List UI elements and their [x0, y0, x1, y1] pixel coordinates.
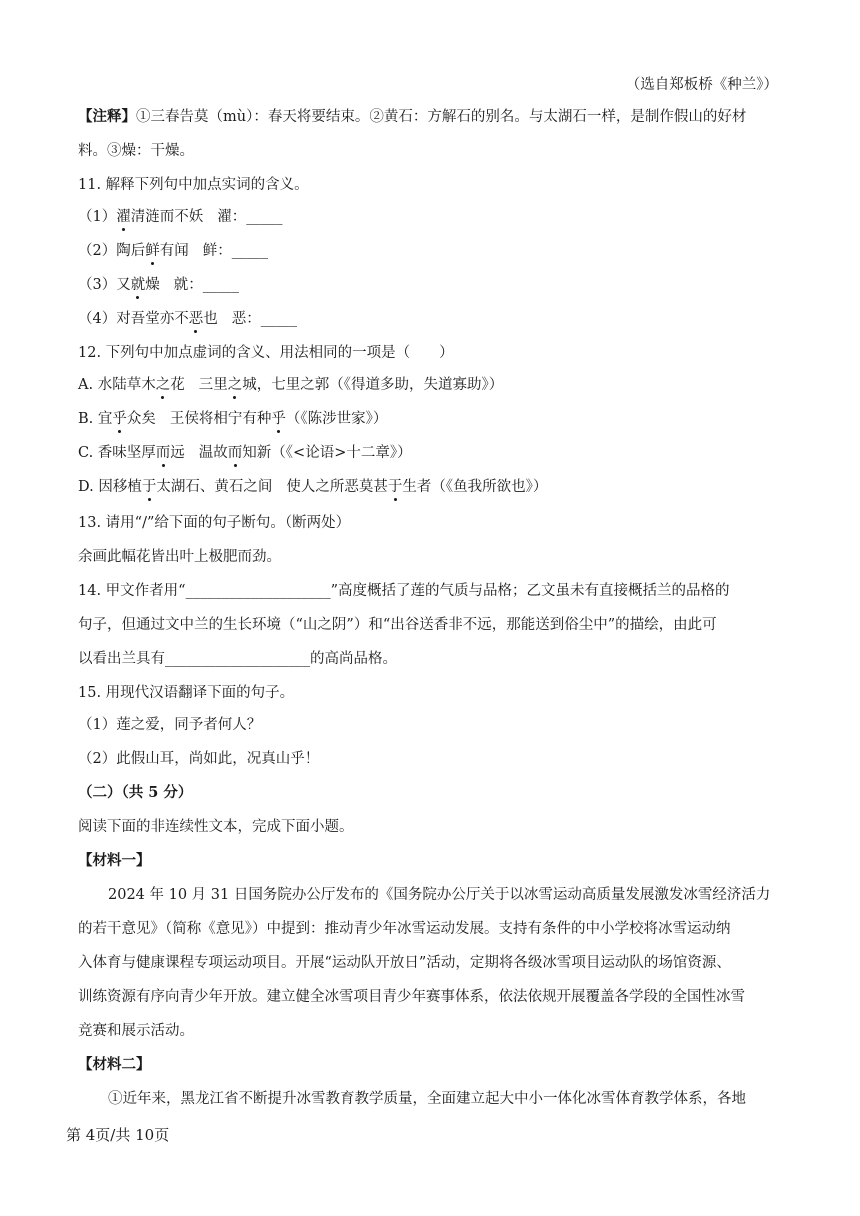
item-number: （1）	[78, 209, 117, 225]
question-12-option-c	[78, 442, 778, 464]
dotted-character: 恶	[189, 308, 204, 330]
question-11-item-2	[78, 240, 778, 262]
section-intro: 阅读下面的非连续性文本，完成下面小题。	[78, 819, 354, 835]
question-15-item-2: （2）此假山耳，尚如此，况真山乎！	[78, 751, 320, 767]
dotted-character: 就	[131, 274, 146, 296]
option-text: 宜	[97, 411, 113, 427]
question-12-option-d	[78, 476, 778, 498]
question-14-line-2: 句子，但通过文中兰的生长环境（“山之阴”）和“出谷送香非不远，那能送到俗尘中”的描绘，由此可	[78, 617, 717, 633]
question-12-option-b	[78, 408, 778, 430]
question-12-option-a	[78, 374, 778, 396]
material-1-line-4: 训练资源有序向青少年开放。建立健全冰雪项目青少年赛事体系，依法依规开展覆盖各学段的全国性冰雪	[78, 989, 745, 1005]
option-text: 因移植	[98, 479, 142, 495]
answer-blank: 濯：_____	[217, 209, 283, 225]
material-2-label: 【材料二】	[78, 1056, 151, 1073]
question-13-stem: 13. 请用“/”给下面的句子断句。（断两处）	[78, 515, 351, 531]
dotted-character: 而	[228, 442, 243, 464]
answer-blank: 鲜：_____	[202, 243, 268, 259]
note-line-1	[78, 106, 778, 128]
item-text: 清涟而不妖	[130, 209, 204, 225]
option-text: 王侯将相宁有种	[169, 411, 272, 427]
item-number: （4）	[78, 311, 117, 327]
question-12-stem: 12. 下列句中加点虚词的含义、用法相同的一项是（ ）	[78, 345, 454, 361]
dotted-character: 于	[142, 476, 157, 498]
question-14-line-1: 14. 甲文作者用“____________________”高度概括了莲的气质与品格；乙文虽未有直接概括兰的品格的	[78, 583, 730, 599]
material-1-line-5: 竞赛和展示活动。	[78, 1023, 194, 1039]
question-11-item-1	[78, 206, 778, 228]
answer-blank: 就：_____	[173, 277, 239, 293]
option-text: 水陆草木	[97, 377, 156, 393]
option-letter: A.	[78, 377, 98, 393]
dotted-character: 之	[228, 374, 243, 396]
material-1-line-3: 入体育与健康课程专项运动项目。开展“运动队开放日”活动，定期将各级冰雪项目运动队的场馆资源、	[78, 955, 731, 971]
option-text: 生者（《鱼我所欲也》）	[402, 479, 548, 495]
dotted-character: 之	[156, 374, 171, 396]
item-text: 又	[116, 277, 131, 293]
dotted-character: 乎	[271, 408, 286, 430]
option-text: 温故	[198, 445, 228, 461]
material-2-line-1: ①近年来，黑龙江省不断提升冰雪教育教学质量，全面建立起大中小一体化冰雪体育教学体系，各地	[108, 1091, 746, 1107]
item-text: 燥	[145, 277, 160, 293]
material-1-line-1: 2024 年 10 月 31 日国务院办公厅发布的《国务院办公厅关于以冰雪运动高质量发展激发冰雪经济活力	[108, 887, 771, 903]
item-number: （2）	[78, 243, 117, 259]
material-1-line-2: 的若干意见》（简称《意见》）中提到：推动青少年冰雪运动发展。支持有条件的中小学校将冰雪运动纳	[78, 921, 731, 937]
option-text: 城，七里之郭（《得道多助，失道寡助》）	[242, 377, 504, 393]
dotted-character: 于	[388, 476, 403, 498]
item-text: 有闻	[159, 243, 189, 259]
dotted-character: 鲜	[145, 240, 160, 262]
option-letter: B.	[78, 411, 98, 427]
dotted-character: 乎	[112, 408, 127, 430]
option-text: 香味坚厚	[97, 445, 156, 461]
option-text: 知新（《<论语>十二章》）	[242, 445, 412, 461]
section-title: （二）（共 5 分）	[78, 784, 193, 801]
question-14-line-3: 以看出兰具有____________________的高尚品格。	[78, 651, 397, 667]
source-attribution: （选自郑板桥《种兰》）	[625, 77, 778, 93]
page-number: 第 4页/共 10页	[66, 1126, 170, 1144]
note-text-1: ①三春告莫（mù）：春天将要结束。②黄石：方解石的别名。与太湖石一样，是制作假山的好材	[136, 109, 747, 125]
item-number: （3）	[78, 277, 117, 293]
question-11-item-4	[78, 308, 778, 330]
dotted-character: 濯	[116, 206, 131, 228]
option-text: 三里	[198, 377, 228, 393]
question-15-item-1: （1）莲之爱，同予者何人？	[78, 717, 262, 733]
item-text: 陶后	[116, 243, 146, 259]
question-13-sentence: 余画此幅花皆出叶上极肥而劲。	[78, 549, 281, 565]
option-text: （《陈涉世家》）	[285, 411, 388, 427]
item-text: 对吾堂亦不	[116, 311, 189, 327]
option-text: 花	[170, 377, 185, 393]
material-1-label: 【材料一】	[78, 852, 151, 869]
item-text: 也	[203, 311, 218, 327]
dotted-character: 而	[156, 442, 171, 464]
option-text: 使人之所恶莫甚	[286, 479, 388, 495]
option-text: 远	[170, 445, 185, 461]
option-text: 众矣	[126, 411, 156, 427]
note-label: 【注释】	[78, 108, 136, 125]
answer-blank: 恶：_____	[231, 311, 297, 327]
note-line-2: 料。③燥：干燥。	[78, 143, 194, 159]
option-letter: C.	[78, 445, 98, 461]
question-15-stem: 15. 用现代汉语翻译下面的句子。	[78, 685, 295, 701]
option-text: 太湖石、黄石之间	[156, 479, 273, 495]
option-letter: D.	[78, 479, 99, 495]
question-11-item-3	[78, 274, 778, 296]
question-11-stem: 11. 解释下列句中加点实词的含义。	[78, 177, 309, 193]
